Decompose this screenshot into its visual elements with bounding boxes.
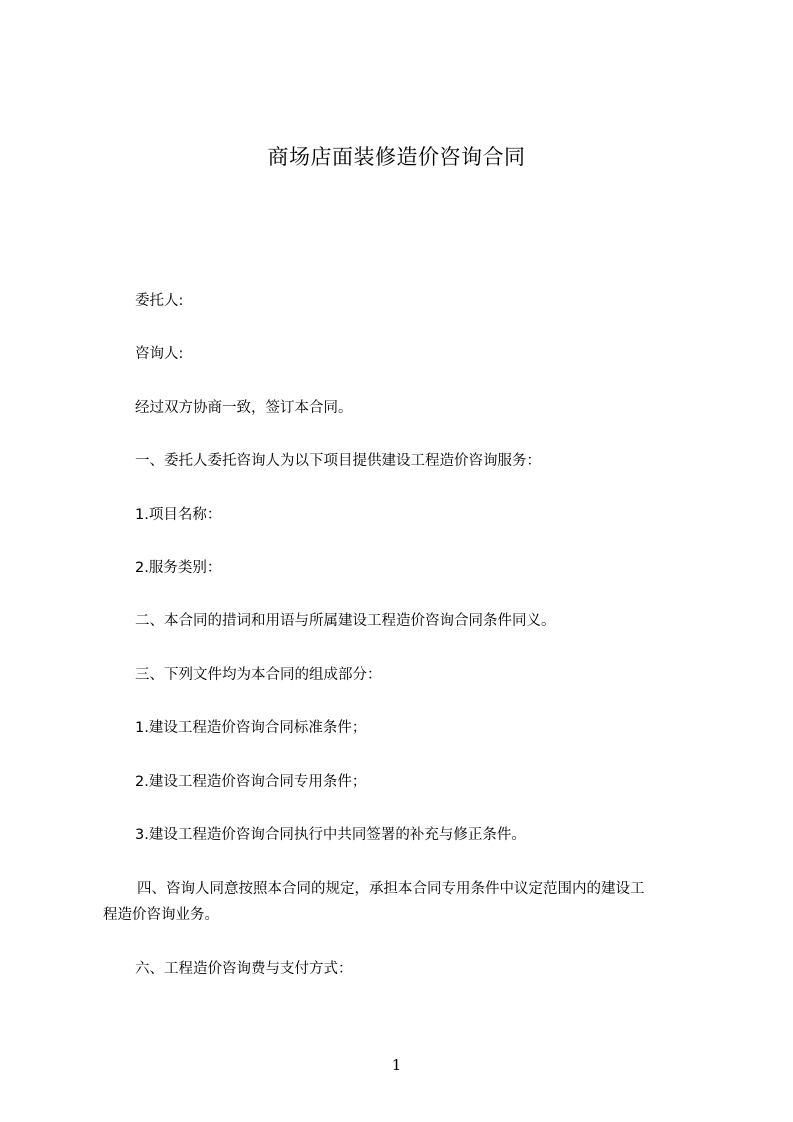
page-number: 1 — [391, 1056, 402, 1074]
paragraph-standard-conditions: 1.建设工程造价咨询合同标准条件； — [135, 720, 367, 736]
paragraph-project-name: 1.项目名称： — [135, 507, 222, 523]
paragraph-client: 委托人: — [135, 293, 184, 309]
paragraph-special-conditions: 2.建设工程造价咨询合同专用条件； — [135, 774, 367, 790]
paragraph-service-type: 2.服务类别： — [135, 560, 222, 576]
paragraph-clause-two: 二、本合同的措词和用语与所属建设工程造价咨询合同条件同义。 — [135, 613, 556, 629]
paragraph-clause-six: 六、工程造价咨询费与支付方式： — [135, 961, 353, 977]
paragraph-clause-three: 三、下列文件均为本合同的组成部分： — [135, 667, 382, 683]
document-title: 商场店面装修造价咨询合同 — [267, 145, 526, 169]
paragraph-consultant: 咨询人: — [135, 346, 184, 362]
paragraph-clause-four-line2: 程造价咨询业务。 — [103, 907, 219, 923]
paragraph-supplementary-conditions: 3.建设工程造价咨询合同执行中共同签署的补充与修正条件。 — [135, 827, 526, 843]
paragraph-clause-four-line1: 四、咨询人同意按照本合同的规定，承担本合同专用条件中议定范围内的建设工 — [137, 881, 645, 897]
paragraph-agreement: 经过双方协商一致，签订本合同。 — [135, 400, 353, 416]
paragraph-clause-one: 一、委托人委托咨询人为以下项目提供建设工程造价咨询服务： — [135, 453, 541, 469]
